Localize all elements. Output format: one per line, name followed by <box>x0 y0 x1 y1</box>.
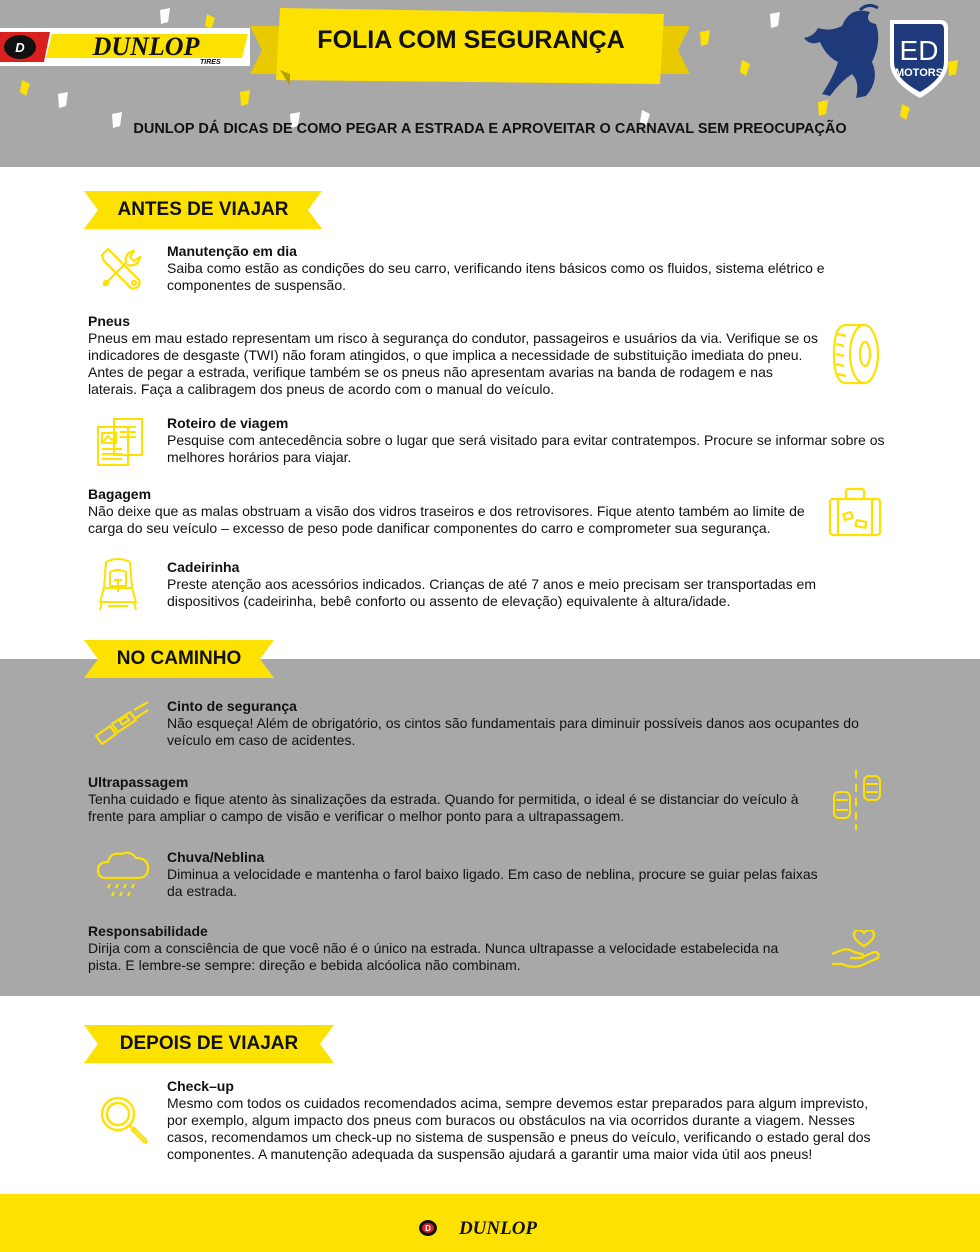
tip-item <box>167 1078 892 1163</box>
page-title: FOLIA COM SEGURANÇA <box>317 26 625 54</box>
tip-heading: Ultrapassagem <box>88 774 189 790</box>
tip-heading: Responsabilidade <box>88 923 208 939</box>
tip-item <box>167 698 887 749</box>
page-subtitle: DUNLOP DÁ DICAS DE COMO PEGAR A ESTRADA E APROVEITAR O CARNAVAL SEM PREOCUPAÇÃO <box>133 121 847 137</box>
svg-text:D: D <box>425 1224 431 1233</box>
heart-hand-icon <box>830 930 882 970</box>
map-document-icon <box>96 417 146 467</box>
confetti-piece <box>240 90 250 106</box>
footer-dunlop-logo <box>418 1217 564 1239</box>
section-title: NO CAMINHO <box>116 648 242 669</box>
svg-text:D: D <box>15 40 25 55</box>
svg-text:DUNLOP: DUNLOP <box>92 32 200 61</box>
confetti-piece <box>700 30 710 46</box>
tip-text: Não esqueça! Além de obrigatório, os cintos são fundamentais para diminuir possíveis danos aos ocupantes do veículo em caso de acidentes. <box>167 715 859 748</box>
tire-icon <box>832 322 880 386</box>
tip-text: Não deixe que as malas obstruam a visão dos vidros traseiros e dos retrovisores. Fique atento também ao limite de carga do seu veículo – excesso de peso pode danificar componentes do carro e comprometer sua segurança. <box>88 503 805 536</box>
tip-text: Pneus em mau estado representam um risco à segurança do condutor, passageiros e usuários da via. Verifique se os indicadores de desgaste (TWI) não foram atingidos, o que implica a necessidade de substituição imediata do pneu. Antes de pegar a estrada, verifique também se os pneus não apresentam avarias na banda de rodagem e nas laterais. Faça a calibragem dos pneus de acordo com o manual do veículo. <box>88 330 818 397</box>
tip-text: Pesquise com antecedência sobre o lugar que será visitado para evitar contratempos. Procure se informar sobre os melhores horários para viajar. <box>167 432 885 465</box>
confetti-piece <box>20 80 30 96</box>
tip-heading: Manutenção em dia <box>167 243 297 259</box>
tip-heading: Cinto de segurança <box>167 698 297 714</box>
svg-text:DUNLOP: DUNLOP <box>458 1218 538 1239</box>
tip-text: Tenha cuidado e fique atento às sinalizações da estrada. Quando for permitida, o ideal é se distanciar do veículo à frente para ampliar o campo de visão e verificar o melhor ponto para a ultrapassagem. <box>88 791 799 824</box>
tip-text: Dirija com a consciência de que você não é o único na estrada. Nunca ultrapasse a velocidade estabelecida na pista. E lembre-se sempre: direção e bebida alcóolica não combinam. <box>88 940 779 973</box>
ed-motors-logo <box>790 2 960 112</box>
wrench-icon <box>96 245 144 293</box>
confetti-piece <box>770 12 780 28</box>
tip-item <box>167 849 837 900</box>
section-tag-no-caminho <box>84 640 274 678</box>
tip-item <box>167 243 827 294</box>
seatbelt-icon <box>94 700 150 746</box>
section-title: ANTES DE VIAJAR <box>117 199 289 220</box>
magnifier-icon <box>98 1094 150 1146</box>
tip-text: Preste atenção aos acessórios indicados. Crianças de até 7 anos e meio precisam ser transportadas em dispositivos (cadeirinha, bebê conforto ou assento de elevação) equivalente à altura/idade. <box>167 576 817 609</box>
confetti-piece <box>160 8 170 24</box>
tip-heading: Pneus <box>88 313 131 329</box>
tip-item <box>88 774 808 825</box>
section-tag-antes-de-viajar <box>84 191 322 229</box>
tip-heading: Roteiro de viagem <box>167 415 289 431</box>
tip-item <box>88 486 818 537</box>
tip-text: Saiba como estão as condições do seu carro, verificando itens básicos como os fluidos, sistema elétrico e componentes de suspensão. <box>167 260 825 293</box>
section-tag-depois-de-viajar <box>84 1025 334 1063</box>
tip-heading: Bagagem <box>88 486 152 502</box>
suitcase-icon <box>828 487 882 537</box>
tip-heading: Check–up <box>167 1078 234 1094</box>
svg-text:MOTORS: MOTORS <box>894 67 944 79</box>
confetti-piece <box>58 92 68 108</box>
tip-item <box>167 415 887 466</box>
overtaking-cars-icon <box>830 770 882 830</box>
tip-item <box>167 559 837 610</box>
dunlop-logo <box>0 28 250 66</box>
tip-item <box>88 923 788 974</box>
header <box>0 0 980 167</box>
child-seat-icon <box>96 558 140 612</box>
tip-text: Diminua a velocidade e mantenha o farol baixo ligado. Em caso de neblina, procure se guiar pelas faixas da estrada. <box>167 866 818 899</box>
tip-heading: Cadeirinha <box>167 559 240 575</box>
svg-text:TIRES: TIRES <box>200 59 221 66</box>
confetti-piece <box>740 60 750 76</box>
svg-text:ED: ED <box>899 35 939 66</box>
tip-heading: Chuva/Neblina <box>167 849 265 865</box>
rain-cloud-icon <box>96 850 152 900</box>
tip-item <box>88 313 818 398</box>
tip-text: Mesmo com todos os cuidados recomendados acima, sempre devemos estar preparados para algum imprevisto, por exemplo, algum impacto dos pneus com buracos ou obstáculos na via ocorridos durante a viagem. Nesses casos, recomendamos um check-up no sistema de suspensão e pneus do veículo, verificando o estado geral dos componentes. A manutenção adequada da suspensão ajudará a garantir uma maior vida útil aos pneus! <box>167 1095 871 1162</box>
section-title: DEPOIS DE VIAJAR <box>119 1033 299 1054</box>
